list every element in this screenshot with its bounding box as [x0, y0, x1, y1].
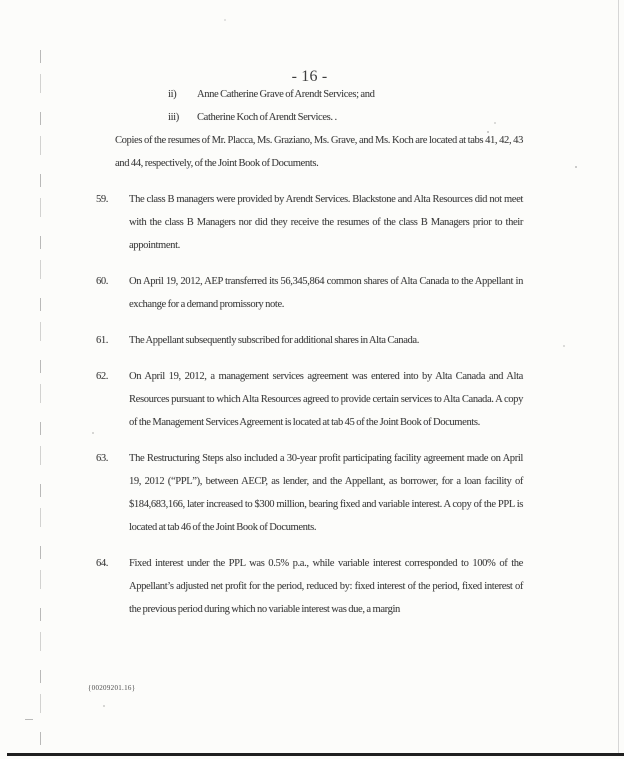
list-item-ii	[96, 83, 523, 106]
paragraph-number: 61.	[96, 335, 109, 346]
sub-item-list	[96, 83, 523, 129]
paragraph-62	[96, 365, 523, 434]
paragraph-64	[96, 552, 523, 621]
list-item-iii	[96, 106, 523, 129]
paragraph-text: Fixed interest under the PPL was 0.5% p.a., while variable interest corresponded to 100% of the Appellant’s adjusted net profit for the period, reduced by: fixed interest of the period, fixed interest of the previous period during which no variable interest was due, a margin	[129, 558, 523, 615]
paragraph-text: On April 19, 2012, AEP transferred its 56,345,864 common shares of Alta Canada to the Appellant in exchange for a demand promissory note.	[129, 276, 523, 310]
paragraph-number: 62.	[96, 371, 109, 382]
paragraph-59	[96, 188, 523, 257]
scan-artifact-bottom-bar	[7, 753, 624, 756]
scan-speckle	[563, 345, 565, 347]
paragraph-number: 59.	[96, 194, 109, 205]
scan-artifact-right-edge	[618, 0, 619, 753]
paragraph-60	[96, 270, 523, 316]
scan-artifact-dash	[25, 719, 33, 720]
list-item-text: Catherine Koch of Arendt Services. .	[197, 112, 337, 123]
paragraph-text: The class B managers were provided by Arendt Services. Blackstone and Alta Resources did not meet with the class B Managers nor did they receive the resumes of the class B Managers prior to their appointment.	[129, 194, 523, 251]
paragraph-text: The Appellant subsequently subscribed for additional shares in Alta Canada.	[129, 335, 420, 346]
scan-speckle	[487, 131, 489, 133]
paragraph-text: On April 19, 2012, a management services agreement was entered into by Alta Canada and Alta Resources pursuant to which Alta Resources agreed to provide certain services to Alta Canada. A copy of the Management Services Agreement is located at tab 45 of the Joint Book of Documents.	[129, 371, 523, 428]
paragraph-number: 63.	[96, 453, 109, 464]
scan-speckle	[92, 432, 94, 434]
list-marker: ii)	[168, 89, 177, 100]
list-item-text: Anne Catherine Grave of Arendt Services; and	[197, 89, 375, 100]
document-control-number: {00209201.16}	[88, 684, 136, 692]
scan-artifact-left-dashed-line	[40, 50, 41, 748]
paragraph-number: 60.	[96, 276, 109, 287]
paragraph-text: The Restructuring Steps also included a 30-year profit participating facility agreement made on April 19, 2012 (“PPL”), between AECP, as lender, and the Appellant, as borrower, for a loan facility of $184,683,166, later increased to $300 million, bearing fixed and variable interest. A copy of the PPL is located at tab 46 of the Joint Book of Documents.	[129, 453, 523, 533]
paragraph-63	[96, 447, 523, 539]
paragraph-text: Copies of the resumes of Mr. Placca, Ms. Graziano, Ms. Grave, and Ms. Koch are located at tabs 41, 42, 43 and 44, respectively, of the Joint Book of Documents.	[115, 135, 523, 169]
scan-speckle	[103, 705, 105, 707]
paragraph-number: 64.	[96, 558, 109, 569]
paragraph-61	[96, 329, 523, 352]
scan-speckle	[224, 19, 226, 21]
scan-speckle	[575, 166, 577, 168]
document-body	[96, 67, 523, 621]
list-marker: iii)	[168, 112, 179, 123]
page-number: - 16 -	[291, 68, 328, 85]
paragraph-unnumbered	[96, 129, 523, 175]
scan-speckle	[494, 122, 496, 124]
